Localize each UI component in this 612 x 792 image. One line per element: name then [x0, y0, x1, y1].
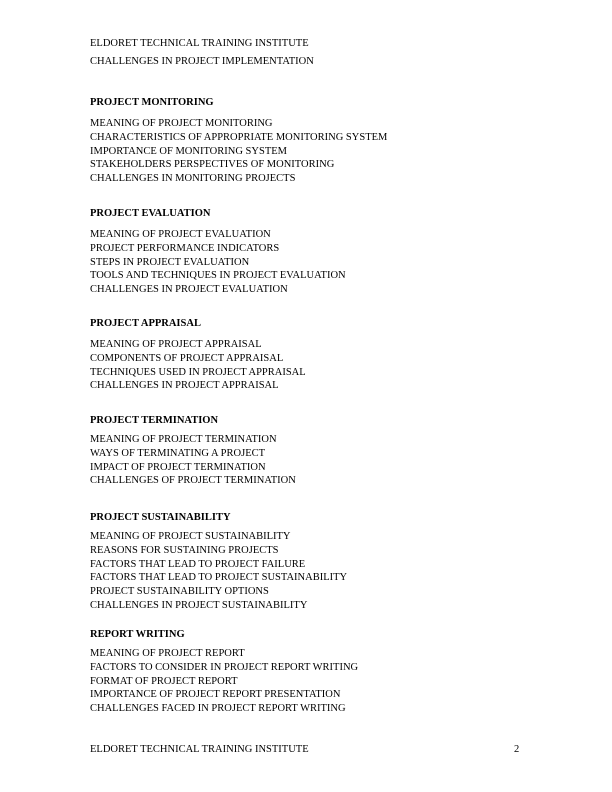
header-subtitle: CHALLENGES IN PROJECT IMPLEMENTATION	[90, 56, 314, 67]
topic-list	[90, 228, 530, 297]
list-item: STAKEHOLDERS PERSPECTIVES OF MONITORING	[90, 159, 335, 171]
section-heading: PROJECT TERMINATION	[90, 415, 219, 426]
list-item: PROJECT SUSTAINABILITY OPTIONS	[90, 586, 269, 597]
list-item: CHALLENGES FACED IN PROJECT REPORT WRITING	[90, 703, 346, 714]
list-item: REASONS FOR SUSTAINING PROJECTS	[90, 544, 279, 556]
list-item: CHALLENGES IN PROJECT SUSTAINABILITY	[90, 599, 308, 611]
list-item: CHALLENGES IN PROJECT APPRAISAL	[90, 380, 279, 392]
section-project-termination	[90, 414, 530, 488]
section-heading: REPORT WRITING	[90, 629, 185, 640]
section-project-monitoring	[90, 96, 530, 186]
list-item: CHARACTERISTICS OF APPROPRIATE MONITORING SYSTEM	[90, 131, 388, 143]
list-item: MEANING OF PROJECT APPRAISAL	[90, 339, 262, 350]
section-heading: PROJECT APPRAISAL	[90, 318, 201, 329]
list-item: FORMAT OF PROJECT REPORT	[90, 675, 238, 687]
list-item: CHALLENGES OF PROJECT TERMINATION	[90, 475, 296, 487]
section-heading: PROJECT MONITORING	[90, 97, 214, 108]
section-project-evaluation	[90, 207, 530, 297]
list-item: COMPONENTS OF PROJECT APPRAISAL	[90, 352, 284, 364]
header-institute: ELDORET TECHNICAL TRAINING INSTITUTE	[90, 38, 309, 49]
section-project-appraisal	[90, 317, 530, 393]
list-item: FACTORS TO CONSIDER IN PROJECT REPORT WRITING	[90, 661, 359, 673]
list-item: MEANING OF PROJECT EVALUATION	[90, 229, 271, 240]
list-item: CHALLENGES IN PROJECT EVALUATION	[90, 284, 288, 295]
section-heading: PROJECT EVALUATION	[90, 208, 211, 219]
list-item: WAYS OF TERMINATING A PROJECT	[90, 447, 266, 459]
topic-list	[90, 117, 530, 186]
list-item: CHALLENGES IN MONITORING PROJECTS	[90, 173, 296, 184]
topic-list	[90, 647, 530, 716]
list-item: PROJECT PERFORMANCE INDICATORS	[90, 242, 280, 254]
list-item: TOOLS AND TECHNIQUES IN PROJECT EVALUATION	[90, 270, 346, 282]
list-item: MEANING OF PROJECT MONITORING	[90, 118, 273, 129]
section-report-writing	[90, 628, 530, 716]
page-number: 2	[514, 744, 520, 755]
topic-list	[90, 338, 530, 393]
list-item: IMPACT OF PROJECT TERMINATION	[90, 461, 266, 473]
list-item: FACTORS THAT LEAD TO PROJECT FAILURE	[90, 558, 306, 570]
list-item: FACTORS THAT LEAD TO PROJECT SUSTAINABILITY	[90, 572, 348, 584]
list-item: MEANING OF PROJECT SUSTAINABILITY	[90, 531, 291, 542]
topic-list	[90, 530, 530, 613]
list-item: MEANING OF PROJECT REPORT	[90, 648, 245, 659]
footer-institute: ELDORET TECHNICAL TRAINING INSTITUTE	[90, 744, 309, 755]
list-item: IMPORTANCE OF MONITORING SYSTEM	[90, 145, 287, 157]
list-item: STEPS IN PROJECT EVALUATION	[90, 256, 250, 268]
section-project-sustainability	[90, 511, 530, 613]
topic-list	[90, 433, 530, 488]
list-item: IMPORTANCE OF PROJECT REPORT PRESENTATION	[90, 689, 341, 701]
list-item: TECHNIQUES USED IN PROJECT APPRAISAL	[90, 366, 306, 378]
list-item: MEANING OF PROJECT TERMINATION	[90, 434, 277, 445]
section-heading: PROJECT SUSTAINABILITY	[90, 512, 231, 523]
